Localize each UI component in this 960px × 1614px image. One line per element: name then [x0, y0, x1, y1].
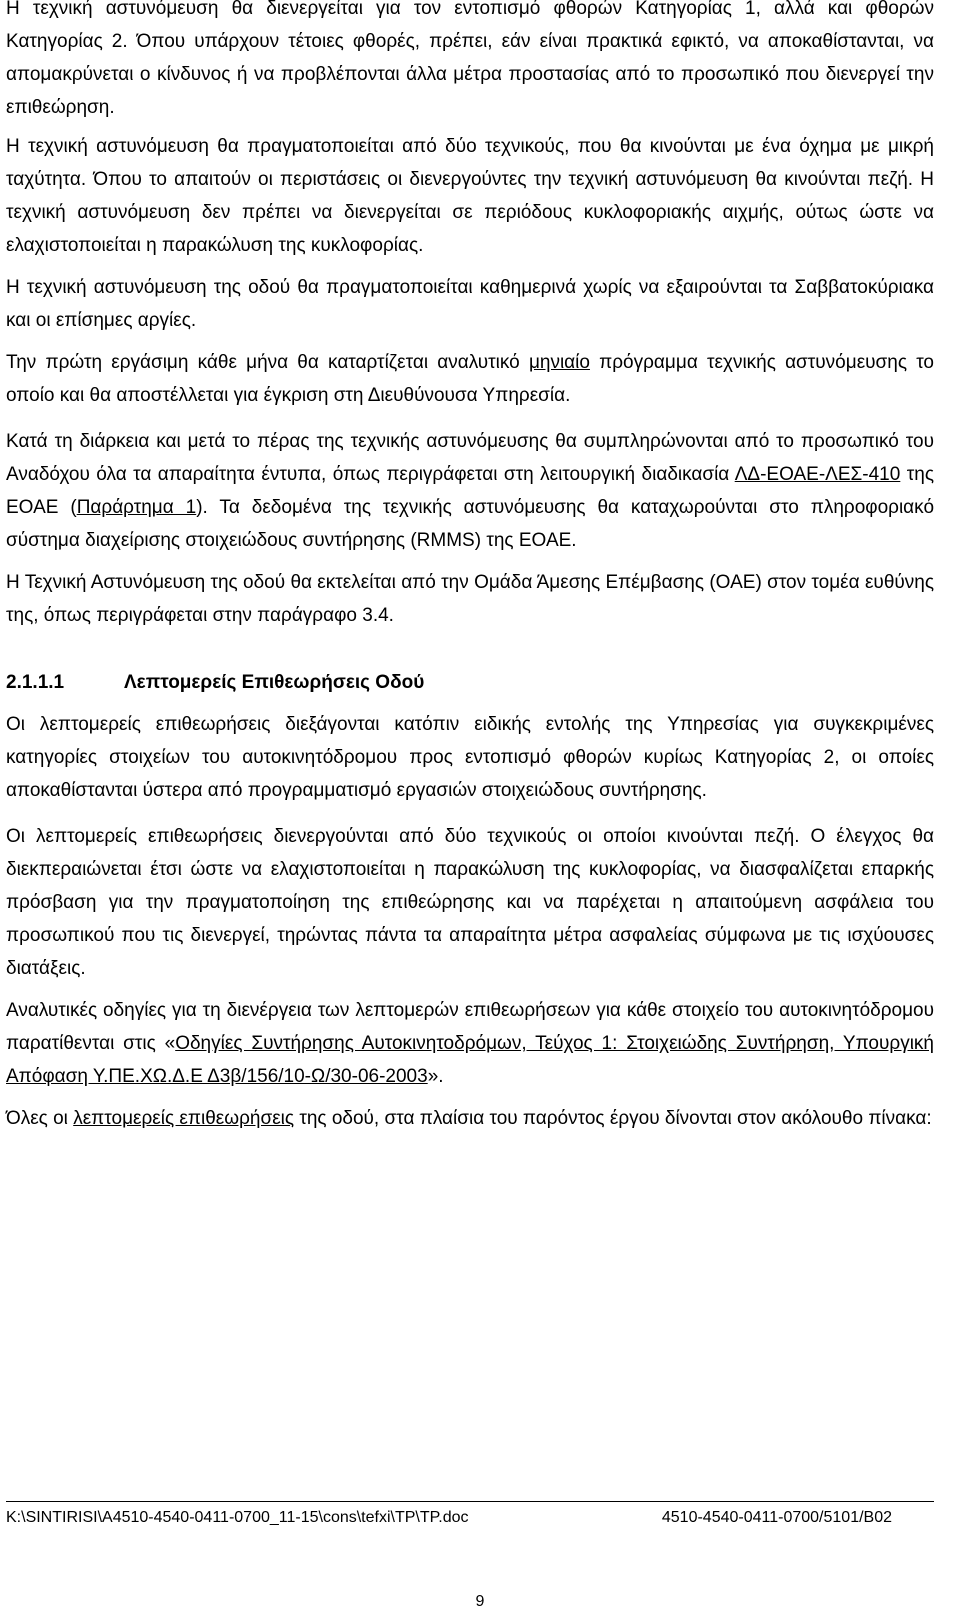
- paragraph-oae: Η Τεχνική Αστυνόμευση της οδού θα εκτελείται από την Ομάδα Άμεσης Επέμβασης (ΟΑΕ) στον τομέα ευθύνης της, όπως περιγράφεται στην παράγραφο 3.4.: [6, 572, 934, 626]
- appendix-link[interactable]: Παράρτημα 1: [76, 497, 197, 518]
- detailed-inspections-link[interactable]: λεπτομερείς επιθεωρήσεις: [73, 1108, 295, 1129]
- paragraph-monthly-program: Την πρώτη εργάσιμη κάθε μήνα θα καταρτίζεται αναλυτικό μηνιαίο πρόγραμμα τεχνικής αστυνόμευσης το οποίο και θα αποστέλλεται για έγκριση στη Διευθύνουσα Υπηρεσία.: [6, 352, 935, 406]
- section-title: Λεπτομερείς Επιθεωρήσεις Οδού: [124, 672, 425, 693]
- monthly-emphasis: μηνιαίο: [528, 352, 590, 373]
- procedure-link[interactable]: ΛΔ-ΕΟΑΕ-ΛΕΣ-410: [734, 464, 901, 485]
- document-body: [6, 0, 934, 1135]
- paragraph-table-intro: Όλες οι λεπτομερείς επιθεωρήσεις της οδού, στα πλαίσια του παρόντος έργου δίνονται στον ακόλουθο πίνακα:: [6, 1108, 932, 1129]
- paragraph-guidelines: Αναλυτικές οδηγίες για τη διενέργεια των λεπτομερών επιθεωρήσεων για κάθε στοιχείο του αυτοκινητόδρομου παρατίθενται στις «Οδηγίες Συντήρησης Αυτοκινητοδρόμων, Τεύχος 1: Στοιχειώδης Συντήρηση, Υπουργική Απόφαση Υ.ΠΕ.ΧΩ.Δ.Ε Δ3β/156/10-Ω/30-06-2003».: [6, 1000, 934, 1087]
- footer-document-code: 4510-4540-0411-0700/5101/B02: [661, 1509, 892, 1526]
- paragraph-daily-schedule: Η τεχνική αστυνόμευση της οδού θα πραγματοποιείται καθημερινά χωρίς να εξαιρούνται τα Σαββατοκύριακα και οι επίσημες αργίες.: [6, 277, 934, 331]
- page-footer: [6, 1508, 892, 1528]
- paragraph-forms-rmms: Κατά τη διάρκεια και μετά το πέρας της τεχνικής αστυνόμευσης θα συμπληρώνονται από το προσωπικό του Αναδόχου όλα τα απαραίτητα έντυπα, όπως περιγράφεται στη λειτουργική διαδικασία ΛΔ-ΕΟΑΕ-ΛΕΣ-410 της ΕΟΑΕ (Παράρτημα 1). Τα δεδομένα της τεχνικής αστυνόμευσης θα καταχωρούνται στο πληροφοριακό σύστημα διαχείρισης στοιχειώδους συντήρησης (RMMS) της ΕΟΑΕ.: [6, 431, 935, 551]
- paragraph-technical-policing: Η τεχνική αστυνόμευση θα διενεργείται για τον εντοπισμό φθορών Κατηγορίας 1, αλλά και φθορών Κατηγορίας 2. Όπου υπάρχουν τέτοιες φθορές, πρέπει, εάν είναι πρακτικά εφικτό, να αποκαθίστανται, να απομακρύνεται ο κίνδυνος ή να προβλέπονται άλλα μέτρα προστασίας από το προσωπικό που διενεργεί την επιθεώρηση.: [6, 0, 934, 118]
- page-number: 9: [475, 1593, 485, 1610]
- paragraph-technical-staff: Η τεχνική αστυνόμευση θα πραγματοποιείται από δύο τεχνικούς, που θα κινούνται με ένα όχημα με μικρή ταχύτητα. Όπου το απαιτούν οι περιστάσεις οι διενεργούντες την τεχνική αστυνόμευση θα κινούνται πεζή. Η τεχνική αστυνόμευση δεν πρέπει να διενεργείται σε περιόδους κυκλοφοριακής αιχμής, ούτως ώστε να ελαχιστοποιείται η παρακώλυση της κυκλοφορίας.: [6, 136, 934, 256]
- section-heading: [6, 666, 934, 699]
- section-number: 2.1.1.1: [6, 672, 65, 693]
- paragraph-inspection-staff: Οι λεπτομερείς επιθεωρήσεις διενεργούνται από δύο τεχνικούς οι οποίοι κινούνται πεζή. Ο έλεγχος θα διεκπεραιώνεται έτσι ώστε να ελαχιστοποιείται η παρακώλυση της κυκλοφορίας, να διασφαλίζεται επαρκής πρόσβαση για την πραγματοποίηση της επιθεώρησης και να παρέχεται η απαιτούμενη ασφάλεια του προσωπικού που τις διενεργεί, τηρώντας πάντα τα απαραίτητα μέτρα ασφαλείας σύμφωνα με τις ισχύουσες διατάξεις.: [6, 826, 934, 979]
- guidelines-link[interactable]: Οδηγίες Συντήρησης Αυτοκινητοδρόμων, Τεύχος 1: Στοιχειώδης Συντήρηση, Υπουργική Απόφαση Υ.ΠΕ.ΧΩ.Δ.Ε Δ3β/156/10-Ω/30-06-2003: [6, 1033, 934, 1087]
- footer-divider: [6, 1501, 934, 1502]
- footer-file-path: K:\SINTIRISI\A4510-4540-0411-0700_11-15\cons\tefxi\TP\TP.doc: [6, 1509, 469, 1526]
- paragraph-detailed-inspections: Οι λεπτομερείς επιθεωρήσεις διεξάγονται κατόπιν ειδικής εντολής της Υπηρεσίας για συγκεκριμένες κατηγορίες στοιχείων του αυτοκινητόδρομου προς εντοπισμό φθορών κυρίως Κατηγορίας 2, οι οποίες αποκαθίστανται ύστερα από προγραμματισμό εργασιών στοιχειώδους συντήρησης.: [6, 714, 934, 801]
